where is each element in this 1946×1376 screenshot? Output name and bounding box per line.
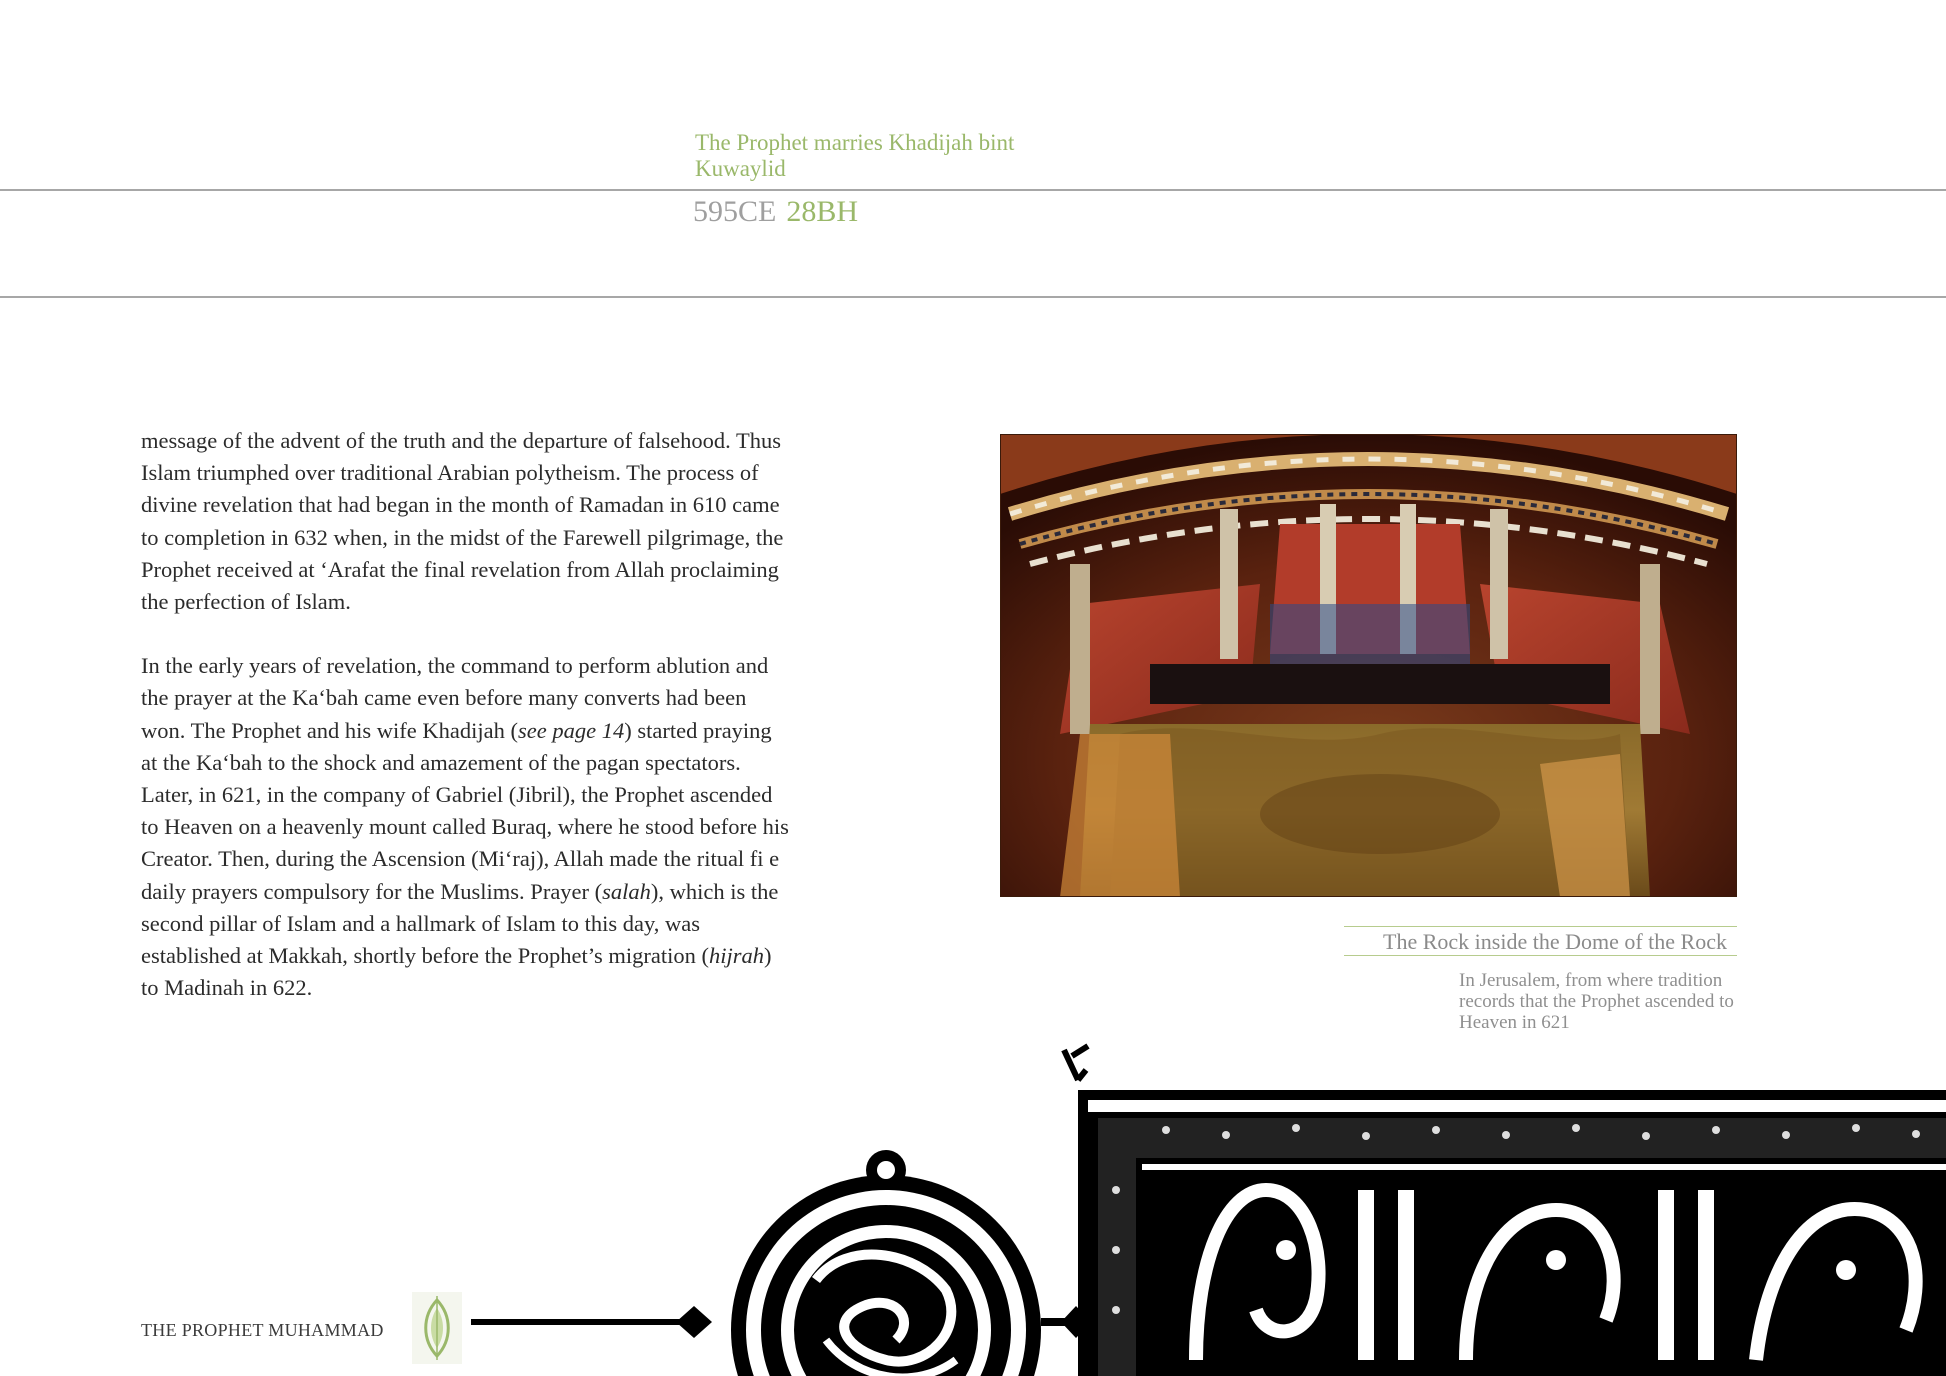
timeline-event-title: The Prophet marries Khadijah bint Kuwaylid <box>695 130 1015 181</box>
book-title-footer: THE PROPHET MUHAMMAD <box>141 1320 384 1340</box>
dome-of-rock-photo <box>1000 434 1737 897</box>
timeline-top-rule <box>0 189 1946 191</box>
p2-part-a: In the early years of revelation, the command to perform ablution and the prayer at the Ka‘bah came even before many converts had been won. The Prophet and his wife Khadijah ( <box>141 653 769 743</box>
figure-caption-text: In Jerusalem, from where tradition records that the Prophet ascended to Heaven in 621 <box>1459 970 1734 1033</box>
calligraphy-ornament <box>466 1040 1946 1376</box>
timeline-date <box>693 194 858 230</box>
leaf-emblem-icon <box>412 1292 462 1364</box>
p2-part-b: ) started praying at the Ka‘bah to the shock and amazement of the pagan spectators. Later, in 621, in the company of Gabriel (Jibril), the Prophet ascended to Heaven on a heavenly mount called Buraq, where he stood before his Creator. Then, during the Ascension (Mi‘raj), Allah made the ritual fi e daily prayers compulsory for the Muslims. Prayer ( <box>141 717 789 904</box>
timeline-bottom-rule <box>0 296 1946 298</box>
p2-part-c: ), which is the second pillar of Islam and a hallmark of Islam to this day, was established at Makkah, shortly before the Prophet’s migration ( <box>141 878 779 969</box>
body-paragraph-2 <box>141 650 791 1004</box>
body-paragraph-1: message of the advent of the truth and the departure of falsehood. Thus Islam triumphed over traditional Arabian polytheism. The process of divine revelation that had began in the month of Ramadan in 610 came to completion in 632 when, in the midst of the Farewell pilgrimage, the Prophet received at ‘Arafat the final revelation from Allah proclaiming the perfection of Islam. <box>141 428 784 615</box>
body-text <box>141 425 791 1004</box>
p2-part-d: ) to Madinah in 622. <box>141 943 772 1001</box>
term-hijrah: hijrah <box>709 943 765 969</box>
figure-caption-title: The Rock inside the Dome of the Rock <box>1344 926 1737 956</box>
term-salah: salah <box>602 878 651 904</box>
date-bh: 28BH <box>786 195 859 228</box>
date-ce: 595CE <box>693 195 777 228</box>
page-reference: see page 14 <box>518 717 625 743</box>
